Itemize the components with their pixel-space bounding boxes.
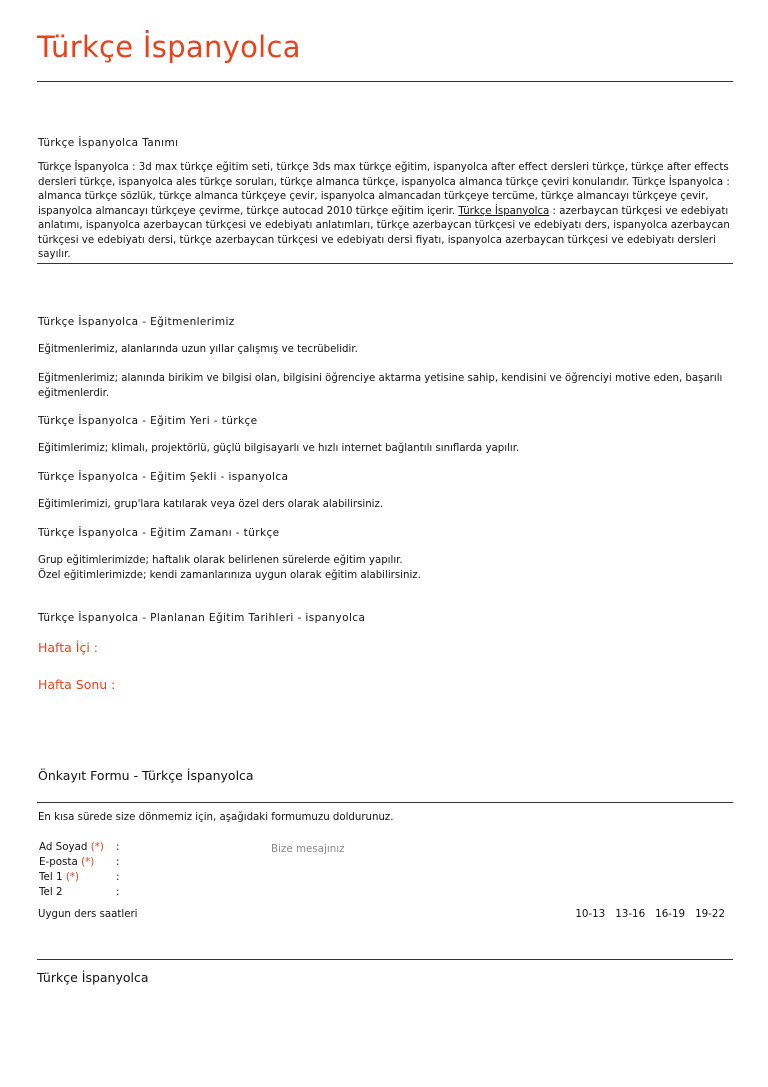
- time-heading: Türkçe İspanyolca - Eğitim Zamanı - türkçe: [38, 527, 280, 539]
- name-field-label: [39, 841, 104, 853]
- hour-option[interactable]: 19-22: [695, 908, 725, 920]
- tel1-field-label: [39, 871, 79, 883]
- form-title: Önkayıt Formu - Türkçe İspanyolca: [38, 768, 254, 783]
- email-field-row[interactable]: [37, 856, 237, 871]
- message-textarea[interactable]: Bize mesajınız: [271, 843, 345, 855]
- required-mark: (*): [81, 856, 95, 868]
- name-label-text: Ad Soyad: [39, 841, 88, 853]
- page-title: Türkçe İspanyolca: [37, 30, 301, 64]
- definition-text: [38, 161, 734, 263]
- hour-option[interactable]: 13-16: [615, 908, 646, 920]
- divider: [37, 81, 733, 82]
- hour-option[interactable]: 16-19: [655, 908, 686, 920]
- tel2-field-label: Tel 2: [39, 886, 63, 898]
- colon: :: [116, 856, 120, 868]
- colon: :: [116, 841, 120, 853]
- format-heading: Türkçe İspanyolca - Eğitim Şekli - ispanyolca: [38, 471, 289, 483]
- weekday-label: Hafta İçi :: [38, 640, 98, 655]
- email-field-label: [39, 856, 94, 868]
- time-line1: Grup eğitimlerimizde; haftalık olarak belirlenen sürelerde eğitim yapılır.: [38, 555, 403, 566]
- definition-text-part1: Türkçe İspanyolca : 3d max türkçe eğitim seti, türkçe 3ds max türkçe eğitim, ispanyolca after effect dersleri türkçe, türkçe after effects dersleri türkçe, ispanyolca ales türkçe soruları, türkçe almanca türkçe, ispanyolca almanca türkçe çeviri konularıdır. Türkçe İspanyolca : almanca türkçe sözlük, türkçe almanca türkçeye çevir, ispanyolca almancadan türkçeye tercüme, türkçe almancayı türkçeye çevir, ispanyolca almancayı türkçeye çevirme, türkçe autocad 2010 türkçe eğitim içerir.: [38, 162, 730, 217]
- tel1-field-row[interactable]: [37, 871, 237, 886]
- footer-title: Türkçe İspanyolca: [37, 970, 149, 985]
- definition-text-part2: : azerbaycan türkçesi ve edebiyatı anlatımı, ispanyolca azerbaycan türkçesi ve edebiyatı anlatımları, türkçe azerbaycan türkçesi ve edebiyatı ders, ispanyolca azerbaycan türkçesi ve edebiyatı dersi, türkçe azerbaycan türkçesi ve edebiyatı dersi fiyatı, ispanyolca azerbaycan türkçesi ve edebiyatı dersleri sayılır.: [38, 205, 730, 260]
- instructors-heading: Türkçe İspanyolca - Eğitmenlerimiz: [38, 316, 235, 328]
- email-label-text: E-posta: [39, 856, 78, 868]
- hours-label: Uygun ders saatleri: [38, 909, 138, 920]
- required-mark: (*): [65, 871, 80, 883]
- place-text: Eğitimlerimiz; klimalı, projektörlü, güçlü bilgisayarlı ve hızlı internet bağlantılı sınıflarda yapılır.: [38, 443, 520, 454]
- time-line2: Özel eğitimlerimizde; kendi zamanlarınıza uygun olarak eğitim alabilirsiniz.: [38, 570, 421, 581]
- hours-options: [575, 908, 725, 920]
- divider: [37, 959, 733, 960]
- format-text: Eğitimlerimizi, grup'lara katılarak veya özel ders olarak alabilirsiniz.: [38, 499, 384, 510]
- hour-option[interactable]: 10-13: [575, 908, 606, 920]
- definition-heading: Türkçe İspanyolca Tanımı: [38, 137, 179, 149]
- form-intro: En kısa sürede size dönmemiz için, aşağıdaki formumuzu doldurunuz.: [38, 812, 394, 823]
- name-field-row[interactable]: [37, 841, 237, 856]
- definition-link[interactable]: Türkçe İspanyolca: [458, 205, 550, 217]
- divider: [37, 802, 733, 803]
- colon: :: [116, 886, 120, 898]
- instructors-p2: Eğitmenlerimiz; alanında birikim ve bilgisi olan, bilgisini öğrenciye aktarma yetisine sahip, kendisini ve öğrenciyi motive eden, başarılı eğitmenlerdir.: [38, 373, 723, 399]
- place-heading: Türkçe İspanyolca - Eğitim Yeri - türkçe: [38, 415, 258, 427]
- required-mark: (*): [90, 841, 104, 853]
- divider: [37, 263, 733, 264]
- tel2-field-row[interactable]: [37, 886, 237, 901]
- tel1-label-text: Tel 1: [39, 871, 63, 883]
- weekend-label: Hafta Sonu :: [38, 677, 116, 692]
- colon: :: [116, 871, 120, 883]
- instructors-p1: Eğitmenlerimiz, alanlarında uzun yıllar çalışmış ve tecrübelidir.: [38, 344, 358, 355]
- schedule-heading: Türkçe İspanyolca - Planlanan Eğitim Tarihleri - ispanyolca: [38, 612, 366, 624]
